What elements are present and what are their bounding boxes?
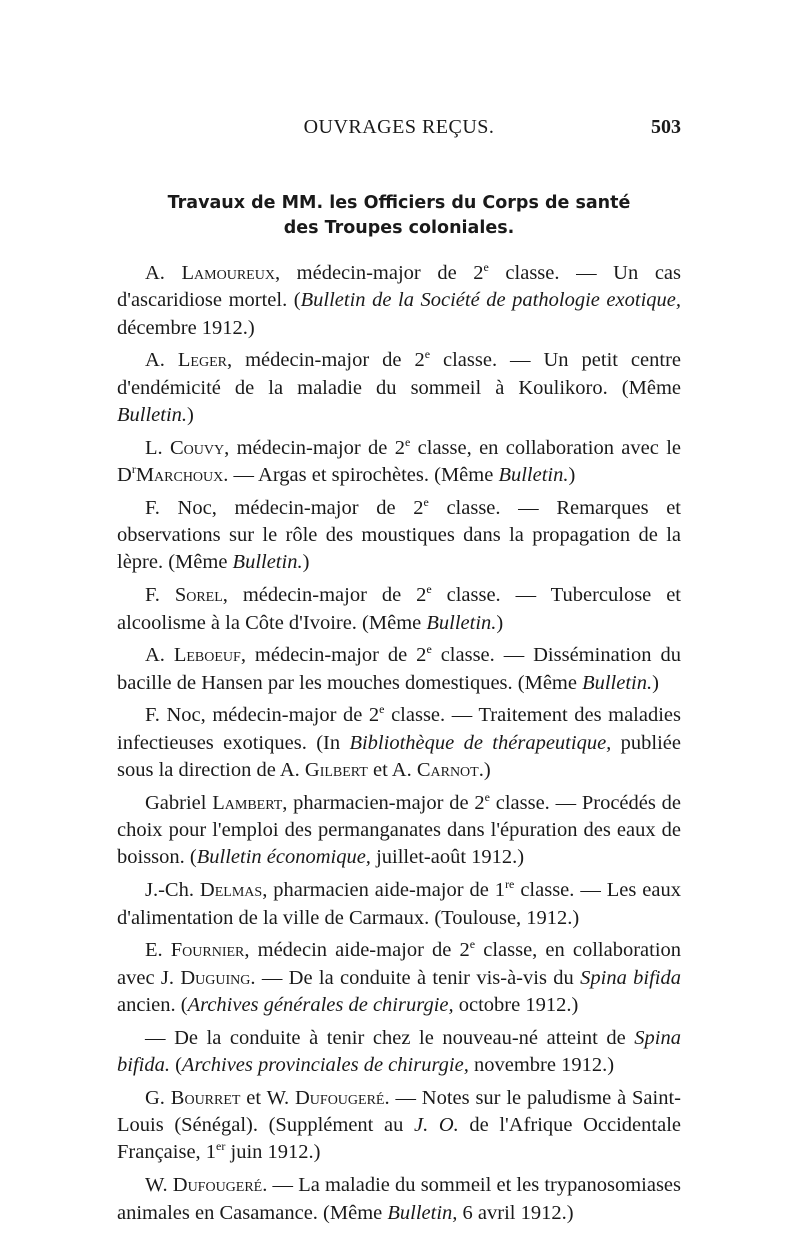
entry-author-initial: L. (145, 436, 170, 459)
entry-publication: Bibliothèque de thérapeutique, (349, 731, 612, 754)
entry-text: de l'Afrique Occidentale Française, 1 (117, 1114, 681, 1164)
entry-superscript: e (426, 642, 432, 657)
entry-text: , médecin-major de 2 (274, 262, 484, 284)
entry-editor-name: Carnot (416, 759, 479, 782)
entry-text: ) (187, 403, 194, 426)
entry-text: décembre 1912.) (117, 316, 255, 339)
entry-text: , pharmacien aide-major de 1 (262, 879, 506, 902)
entry-author-name: Couvy (170, 436, 225, 459)
entry-text: classe. — Dissémination du bacille de Hansen par les mouches domestiques. (Même (117, 644, 681, 694)
entry-author-name: Leger (177, 349, 227, 372)
entry-author-name: Bourret (170, 1086, 241, 1109)
entry-superscript: e (426, 582, 432, 597)
entry-author-initial: F. (145, 584, 175, 607)
entry-text: ) (302, 551, 310, 574)
entry-text: , médecin-major de 2 (222, 584, 427, 607)
entry-publication: Bulletin. (117, 403, 188, 426)
entry-publication: Bulletin, (387, 1201, 458, 1224)
entry-italic-term: Spina bifida (580, 966, 681, 989)
entry-noc-lepre (117, 495, 681, 577)
section-title (117, 191, 681, 241)
entry-superscript: re (505, 877, 515, 892)
entry-publication: Archives provinciales de chirurgie, (181, 1054, 469, 1077)
entry-lambert (117, 790, 681, 872)
entry-superscript: e (483, 260, 489, 275)
entry-superscript: er (216, 1139, 226, 1154)
entry-text: classe. — Tuberculose et alcoolisme à la Côte d'Ivoire. (Même (117, 584, 681, 634)
entry-text: , pharmacien-major de 2 (282, 791, 485, 814)
entry-superscript: e (404, 434, 411, 449)
entry-author-name: Lamoureux (181, 262, 275, 284)
entry-superscript: e (379, 702, 385, 717)
entry-superscript: e (423, 495, 429, 510)
entry-author-name: Delmas (199, 879, 263, 902)
entry-text: .) (478, 759, 491, 782)
entry-publication: Bulletin économique, (196, 846, 371, 869)
entry-author-name: Dufougeré (172, 1174, 263, 1197)
entry-publication: Bulletin de la Société de pathologie exotique, (300, 289, 681, 312)
entry-superscript: e (469, 937, 476, 952)
entry-text: , médecin-major de 2 (240, 644, 427, 667)
entry-leger (117, 347, 681, 429)
entry-text: juillet-août 1912.) (370, 846, 525, 869)
entry-dufougere (117, 1172, 681, 1227)
entry-coauthor-name: Marchoux (135, 464, 224, 487)
entry-publication: J. O. (413, 1114, 459, 1137)
entry-text: ) (496, 611, 504, 634)
entry-text: et W. (240, 1086, 295, 1109)
entry-text: F. Noc, médecin-major de 2 (145, 704, 380, 727)
entry-text: publiée sous la direction de A. (117, 731, 682, 782)
entry-text: ancien. ( (117, 993, 188, 1016)
entry-text: classe. — Remarques et observations sur le rôle des moustiques dans la propagation de la lèpre. (Même (117, 496, 682, 574)
entry-publication: Bulletin. (232, 551, 303, 574)
entry-text: octobre 1912.) (453, 993, 579, 1016)
entry-text: ) (568, 464, 576, 487)
entry-text: ) (652, 671, 659, 694)
entry-author-initial: A. (145, 349, 178, 372)
entry-text: classe, en collaboration avec J. (117, 939, 682, 989)
entry-publication: Bulletin. (582, 671, 653, 694)
running-title: OUVRAGES REÇUS. (303, 116, 495, 138)
entry-bourret (117, 1085, 681, 1167)
entry-list (117, 260, 681, 1232)
entry-sorel (117, 582, 681, 637)
entry-text: et A. (367, 759, 417, 782)
entry-fournier (117, 937, 681, 1019)
entry-text: ( (169, 1054, 182, 1077)
entry-superscript: r (131, 462, 136, 477)
entry-author-name: Leboeuf (173, 644, 241, 667)
entry-publication: Bulletin. (498, 464, 569, 487)
entry-superscript: e (424, 347, 431, 362)
entry-text: classe, en collaboration avec le D (117, 436, 681, 487)
entry-couvy (117, 435, 681, 490)
entry-author-initial: G. (145, 1086, 171, 1109)
entry-coauthor-name: Duguing (180, 966, 251, 989)
entry-author-name: Sorel (174, 584, 223, 607)
entry-text: classe. — Un petit centre d'endémicité de la maladie du sommeil à Koulikoro. (Même (117, 349, 681, 399)
entry-author-initial: Gabriel (145, 791, 213, 814)
entry-italic-term: Spina bifida. (117, 1026, 681, 1077)
entry-editor-name: Gilbert (304, 759, 368, 782)
entry-text: juin 1912.) (225, 1141, 321, 1164)
entry-author-initial: W. (145, 1174, 173, 1197)
page-number: 503 (651, 116, 681, 138)
entry-text: classe. — Un cas d'ascaridiose mortel. ( (117, 262, 681, 312)
section-title-line-2: des Troupes coloniales. (283, 218, 515, 238)
entry-author-initial: E. (145, 939, 171, 962)
entry-text: . — Notes sur le paludisme à Saint-Louis (Sénégal). (Supplément au (117, 1086, 681, 1137)
entry-text: , médecin-major de 2 (226, 349, 425, 372)
entry-text: , médecin aide-major de 2 (244, 939, 470, 962)
entry-text: novembre 1912.) (468, 1054, 615, 1077)
entry-author-name: Fournier (170, 939, 245, 962)
entry-publication: Archives générales de chirurgie, (187, 993, 454, 1016)
entry-text: . — De la conduite à tenir vis-à-vis du (250, 966, 581, 989)
entry-superscript: e (484, 790, 490, 805)
entry-delmas (117, 877, 681, 932)
entry-text: . — La maladie du sommeil et les trypanosomiases animales en Casamance. (Même (117, 1174, 682, 1224)
entry-coauthor-name: Dufougeré (295, 1086, 385, 1109)
running-head (117, 116, 681, 142)
entry-fournier-continued (117, 1025, 681, 1080)
entry-text: F. Noc, médecin-major de 2 (145, 496, 424, 519)
entry-text: classe. — Procédés de choix pour l'emploi des permanganates dans l'épuration des eaux de boisson. ( (117, 791, 681, 869)
section-title-line-1: Travaux de MM. les Officiers du Corps de santé (167, 193, 631, 213)
entry-text: — De la conduite à tenir chez le nouveau-né atteint de (145, 1026, 635, 1049)
entry-lamoureux (117, 260, 681, 342)
entry-publication: Bulletin. (426, 611, 497, 634)
entry-author-initial: J.-Ch. (145, 879, 200, 902)
entry-text: . — Argas et spirochètes. (Même (223, 464, 499, 487)
entry-author-initial: A. (145, 262, 182, 284)
entry-noc-therapeutique (117, 702, 681, 784)
entry-text: classe. — Traitement des maladies infectieuses exotiques. (In (117, 704, 681, 754)
entry-text: 6 avril 1912.) (457, 1201, 574, 1224)
entry-author-initial: A. (145, 644, 174, 667)
entry-text: , médecin-major de 2 (224, 436, 405, 459)
entry-leboeuf (117, 642, 681, 697)
entry-text: classe. — Les eaux d'alimentation de la ville de Carmaux. (Toulouse, 1912.) (117, 879, 682, 929)
entry-author-name: Lambert (212, 791, 283, 814)
